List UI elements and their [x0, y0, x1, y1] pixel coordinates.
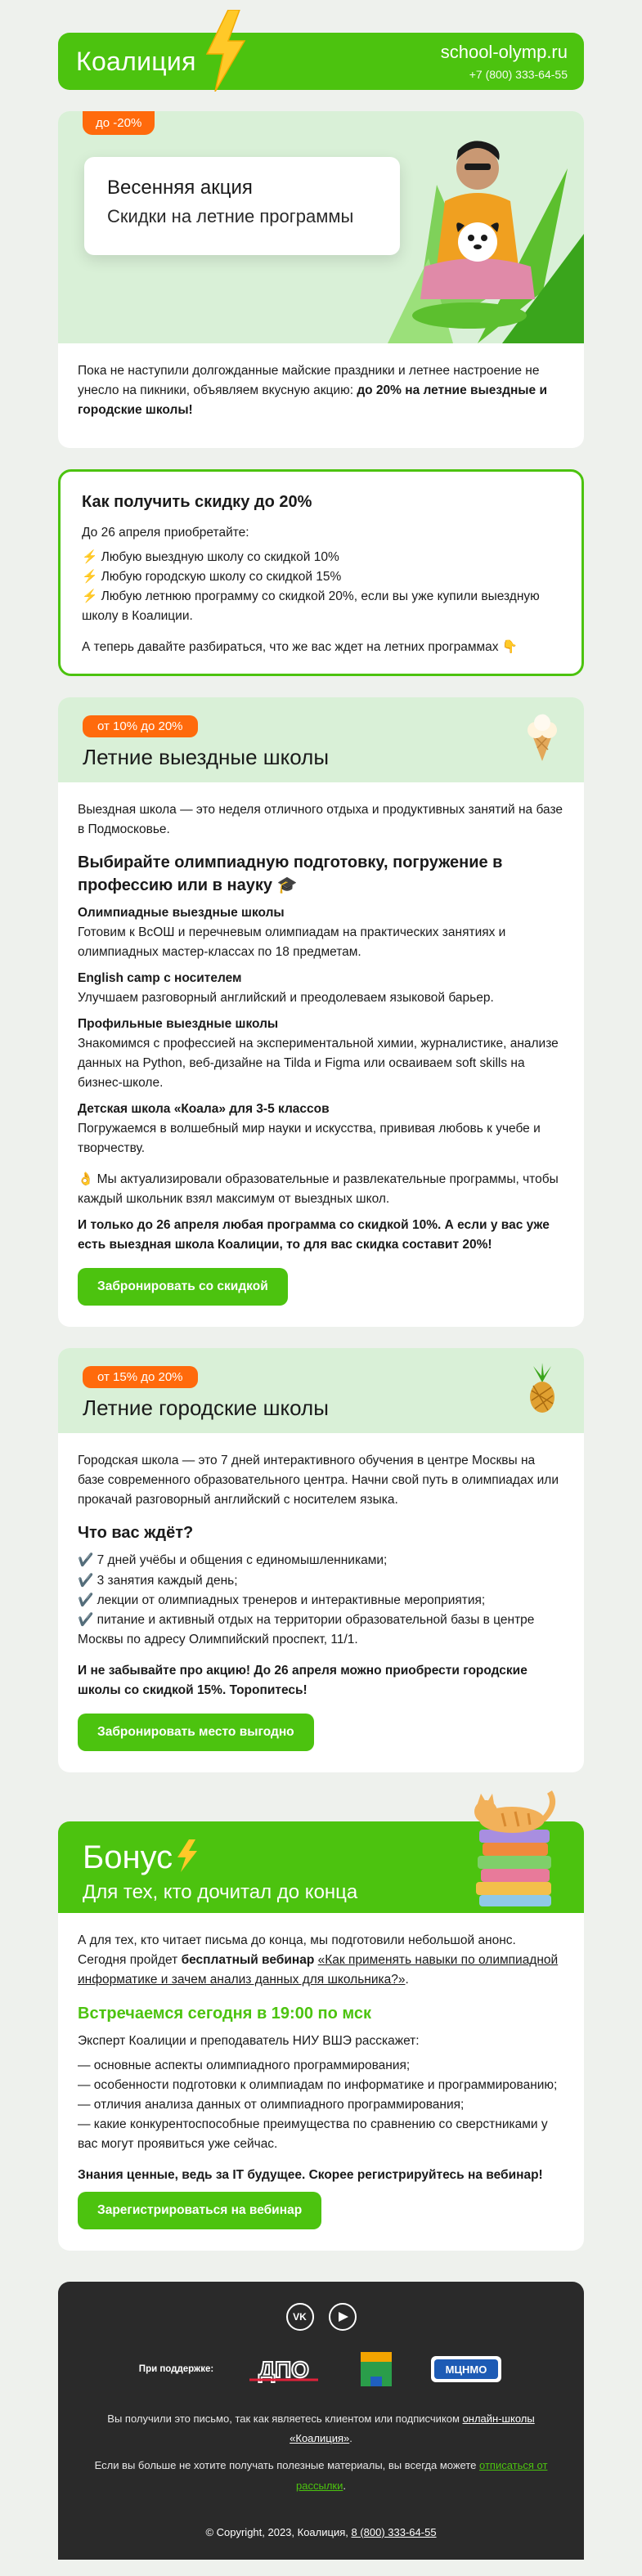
- away-heading: Выбирайте олимпиадную подготовку, погружение в профессию или в науку 🎓: [78, 853, 503, 895]
- away-note: 👌 Мы актуализировали образовательные и развлекательные программы, чтобы каждый школьник взял максимум от выездных школ.: [78, 1172, 559, 1207]
- city-intro: Городская школа — это 7 дней интерактивного обучения в центре Москвы на базе современного образовательного центра. Начни свой путь в олимпиадах или прокачай разговорный английский с носителем языка.: [78, 1454, 559, 1508]
- discount-box: [58, 469, 584, 676]
- ice-cream-icon: [523, 712, 561, 763]
- bonus-title: Бонус: [83, 1839, 559, 1876]
- school-link[interactable]: онлайн-школы «Коалиция»: [290, 2412, 535, 2445]
- partners-row: [83, 2347, 559, 2391]
- email-footer: [58, 2282, 584, 2560]
- program-name: Профильные выездные школы: [78, 1017, 279, 1032]
- away-promo: [78, 1216, 564, 1255]
- program-desc: Готовим к ВсОШ и перечневым олимпиадам на практических занятиях и олимпиадных мастер-классах по 18 предметам.: [78, 925, 506, 960]
- svg-text:МЦНМО: МЦНМО: [445, 2363, 487, 2376]
- city-schools-badge: от 15% до 20%: [83, 1366, 198, 1388]
- hero-intro: [58, 343, 584, 448]
- bonus-promo: [78, 2166, 564, 2185]
- away-schools-card: [58, 697, 584, 1327]
- hero-badge: до -20%: [83, 111, 155, 135]
- footer-unsubscribe: Если вы больше не хотите получать полезные материалы, вы всегда можете отписаться от рассылки.: [94, 2459, 548, 2492]
- footer-note: Вы получили это письмо, так как являетесь клиентом или подписчиком онлайн-школы «Коалиция».: [107, 2412, 535, 2445]
- discount-title: Как получить скидку до 20%: [82, 493, 312, 512]
- lightning-icon: [204, 10, 246, 92]
- webinar-point: — основные аспекты олимпиадного программирования;: [78, 2058, 411, 2072]
- header-contacts: [441, 42, 568, 81]
- email-header: [58, 33, 584, 90]
- webinar-point: — особенности подготовки к олимпиадам по информатике и программированию;: [78, 2077, 558, 2092]
- bonus-card: [58, 1821, 584, 2251]
- discount-outro: А теперь давайте разбираться, что же вас ждет на летних программах 👇: [82, 640, 519, 655]
- program-desc: Погружаемся в волшебный мир науки и искусства, прививая любовь к учебе и творчеству.: [78, 1122, 541, 1156]
- header-phone[interactable]: +7 (800) 333-64-55: [469, 68, 568, 81]
- city-item: ✔️ лекции от олимпиадных тренеров и интерактивные мероприятия;: [78, 1593, 486, 1607]
- pineapple-icon: [523, 1363, 561, 1413]
- away-schools-body: [58, 782, 584, 1327]
- hero-subtitle: Скидки на летние программы: [107, 206, 354, 226]
- bonus-intro: А для тех, кто читает письма до конца, мы подготовили небольшой анонс. Сегодня пройдет бесплатный вебинар «Как применять навыки по олимпиадной информатике и зачем анализ данных для школьника?».: [78, 1933, 559, 1987]
- partner-cube-logo: [354, 2347, 398, 2391]
- book-place-button[interactable]: Забронировать место выгодно: [78, 1714, 314, 1751]
- webinar-point: — какие конкурентоспособные преимущества по сравнению со сверстниками у вас могут проявиться уже сейчас.: [78, 2117, 548, 2151]
- discount-item: ⚡ Любую городскую школу со скидкой 15%: [82, 570, 342, 585]
- program-name: Олимпиадные выездные школы: [78, 906, 285, 921]
- bonus-body: [58, 1913, 584, 2251]
- program-desc: Улучшаем разговорный английский и преодолеваем языковой барьер.: [78, 991, 494, 1006]
- discount-lead: До 26 апреля приобретайте:: [82, 526, 249, 540]
- city-promo-text: И не забывайте про акцию! До 26 апреля можно приобрести городские школы со скидкой 15%. Торопитесь!: [78, 1663, 528, 1697]
- hero-textbox: [84, 157, 400, 255]
- bonus-header: [58, 1821, 584, 1913]
- hero-banner: [58, 111, 584, 343]
- city-promo: [78, 1661, 564, 1700]
- program-name: Детская школа «Коала» для 3-5 классов: [78, 1102, 330, 1117]
- hero-illustration: [379, 111, 584, 343]
- away-schools-badge: от 10% до 20%: [83, 715, 198, 737]
- email-body: [58, 0, 584, 2576]
- vk-icon[interactable]: VK: [286, 2303, 314, 2331]
- support-label: При поддержке:: [138, 2363, 214, 2374]
- bonus-promo-text: Знания ценные, ведь за IT будущее. Скорее регистрируйтесь на вебинар!: [78, 2167, 543, 2182]
- city-item: ✔️ питание и активный отдых на территории образовательной базы в центре Москвы по адресу Олимпийский проспект, 11/1.: [78, 1612, 535, 1646]
- site-link[interactable]: school-olymp.ru: [440, 42, 568, 62]
- webinar-speaker: Эксперт Коалиции и преподаватель НИУ ВШЭ расскажет:: [78, 2033, 420, 2048]
- hero-card: [58, 111, 584, 448]
- city-heading: Что вас ждёт?: [78, 1524, 194, 1543]
- away-schools-header: [58, 697, 584, 782]
- discount-item: ⚡ Любую летнюю программу со скидкой 20%, если вы уже купили выездную школу в Коалиции.: [82, 589, 540, 624]
- city-item: ✔️ 7 дней учёбы и общения с единомышленниками;: [78, 1553, 388, 1568]
- city-schools-title: Летние городские школы: [83, 1396, 329, 1421]
- unsubscribe-link[interactable]: отписаться от рассылки: [296, 2459, 548, 2492]
- dpo-logo: [245, 2355, 323, 2383]
- book-discount-button[interactable]: Забронировать со скидкой: [78, 1268, 288, 1306]
- logo[interactable]: Коалиция: [76, 46, 196, 76]
- mcnmo-logo: [429, 2354, 503, 2384]
- copyright: © Copyright, 2023, Коалиция, 8 (800) 333-64-55: [205, 2525, 437, 2538]
- away-promo-text: И только до 26 апреля любая программа со скидкой 10%. А если у вас уже есть выездная школа Коалиции, то для вас скидка составит 20%!: [78, 1218, 550, 1252]
- away-schools-title: Летние выездные школы: [83, 745, 330, 770]
- city-schools-header: [58, 1348, 584, 1433]
- city-item: ✔️ 3 занятия каждый день;: [78, 1573, 238, 1588]
- webinar-bold: бесплатный вебинар: [181, 1952, 315, 1967]
- social-links: [83, 2303, 559, 2331]
- hero-intro-text: Пока не наступили долгожданные майские праздники и летнее настроение не унесло на пикники, объявляем вкусную акцию:: [78, 364, 540, 398]
- program-name: English camp с носителем: [78, 971, 242, 986]
- youtube-icon[interactable]: [329, 2303, 357, 2331]
- discount-item: ⚡ Любую выездную школу со скидкой 10%: [82, 550, 339, 565]
- lightning-icon: [176, 1839, 199, 1872]
- register-webinar-button[interactable]: Зарегистрироваться на вебинар: [78, 2192, 321, 2229]
- program-desc: Знакомимся с профессией на экспериментальной химии, журналистике, анализе данных на Python, веб-дизайне на Tilda и Figma или осваиваем soft skills на бизнес-школе.: [78, 1037, 559, 1091]
- svg-text:ДПО: ДПО: [258, 2356, 310, 2382]
- footer-phone-link[interactable]: 8 (800) 333-64-55: [351, 2525, 437, 2538]
- city-schools-card: [58, 1348, 584, 1772]
- webinar-link[interactable]: «Как применять навыки по олимпиадной информатике и зачем анализ данных для школьника?»: [78, 1952, 559, 1987]
- city-schools-body: [58, 1433, 584, 1772]
- bonus-subtitle: Для тех, кто дочитал до конца: [83, 1880, 358, 1903]
- webinar-point: — отличия анализа данных от олимпиадного программирования;: [78, 2097, 465, 2112]
- hero-title: Весенняя акция: [107, 177, 253, 199]
- cat-on-books-illustration: [469, 1772, 559, 1911]
- webinar-time: Встречаемся сегодня в 19:00 по мск: [78, 2004, 372, 2023]
- hero-intro-bold: до 20% на летние выездные и городские школы!: [78, 383, 547, 418]
- away-intro: Выездная школа — это неделя отличного отдыха и продуктивных занятий на базе в Подмосковье.: [78, 803, 563, 837]
